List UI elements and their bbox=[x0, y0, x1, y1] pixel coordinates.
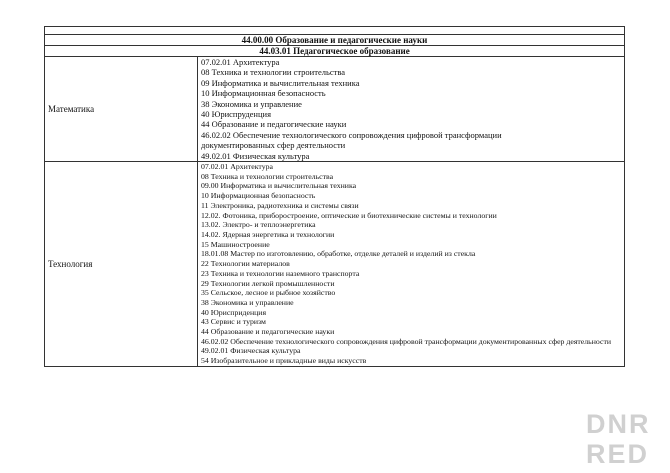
table-row bbox=[45, 57, 625, 162]
watermark-logo bbox=[586, 409, 664, 469]
watermark-line: DNR bbox=[586, 409, 651, 439]
list-item: 08 Техника и технологии строительства bbox=[201, 171, 334, 181]
list-item: 18.01.08 Мастер по изготовлению, обработке, отделке деталей и изделий из стекла bbox=[201, 249, 476, 259]
list-item: 49.02.01 Физическая культура bbox=[201, 346, 301, 356]
list-item: 43 Сервис и туризм bbox=[201, 317, 266, 327]
program-title-row bbox=[45, 46, 625, 57]
watermark-line: RED bbox=[586, 439, 650, 469]
code-title-row bbox=[45, 35, 625, 46]
list-item: 40 Юриспруденция bbox=[201, 109, 271, 120]
subject-math: Математика bbox=[45, 57, 198, 162]
list-item: 44 Образование и педагогические науки bbox=[201, 327, 335, 337]
list-item: 54 Изобразительное и прикладные виды искусств bbox=[201, 356, 367, 366]
list-item: 09.00 Информатика и вычислительная техника bbox=[201, 181, 357, 191]
list-item: 10 Информационная безопасность bbox=[201, 191, 316, 201]
list-item: 10 Информационная безопасность bbox=[201, 88, 326, 99]
table-row bbox=[45, 162, 625, 367]
list-item: 38 Экономика и управление bbox=[201, 297, 294, 307]
list-item: 07.02.01 Архитектура bbox=[201, 57, 280, 67]
list-item: 44 Образование и педагогические науки bbox=[201, 119, 347, 130]
list-item: 22 Технологии материалов bbox=[201, 259, 290, 269]
list-item: 29 Технологии легкой промышленности bbox=[201, 278, 335, 288]
list-item: 13.02. Электро- и теплоэнергетика bbox=[201, 220, 316, 230]
list-item: 49.02.01 Физическая культура bbox=[201, 150, 310, 161]
list-item: 12.02. Фотоника, приборостроение, оптические и биотехнические системы и технологии bbox=[201, 210, 497, 220]
list-item: 46.02.02 Обеспечение технологического сопровождения цифровой трансформации документированных сфер деятельности bbox=[201, 336, 612, 346]
list-item: 07.02.01 Архитектура bbox=[201, 162, 273, 172]
specialties-list-technology bbox=[198, 162, 625, 367]
list-item: 08 Техника и технологии строительства bbox=[201, 67, 345, 78]
list-item: 35 Сельское, лесное и рыбное хозяйство bbox=[201, 288, 336, 298]
specialties-list-math bbox=[198, 57, 625, 162]
list-item: 23 Техника и технологии наземного транспорта bbox=[201, 268, 360, 278]
program-title: 44.03.01 Педагогическое образование bbox=[45, 46, 625, 57]
list-item: 14.02. Ядерная энергетика и технологии bbox=[201, 229, 335, 239]
table-top-row bbox=[45, 27, 625, 35]
list-item: 09 Информатика и вычислительная техника bbox=[201, 77, 360, 88]
list-item: 11 Электроника, радиотехника и системы связи bbox=[201, 200, 359, 210]
code-title: 44.00.00 Образование и педагогические науки bbox=[45, 35, 625, 46]
list-item: 40 Юрисприденция bbox=[201, 307, 267, 317]
list-item: 38 Экономика и управление bbox=[201, 98, 302, 109]
list-item: документированных сфер деятельности bbox=[201, 140, 346, 151]
list-item: 46.02.02 Обеспечение технологического сопровождения цифровой трансформации bbox=[201, 129, 502, 140]
document-table bbox=[44, 26, 625, 367]
subject-technology: Технология bbox=[45, 162, 198, 367]
list-item: 15 Машиностроение bbox=[201, 239, 270, 249]
